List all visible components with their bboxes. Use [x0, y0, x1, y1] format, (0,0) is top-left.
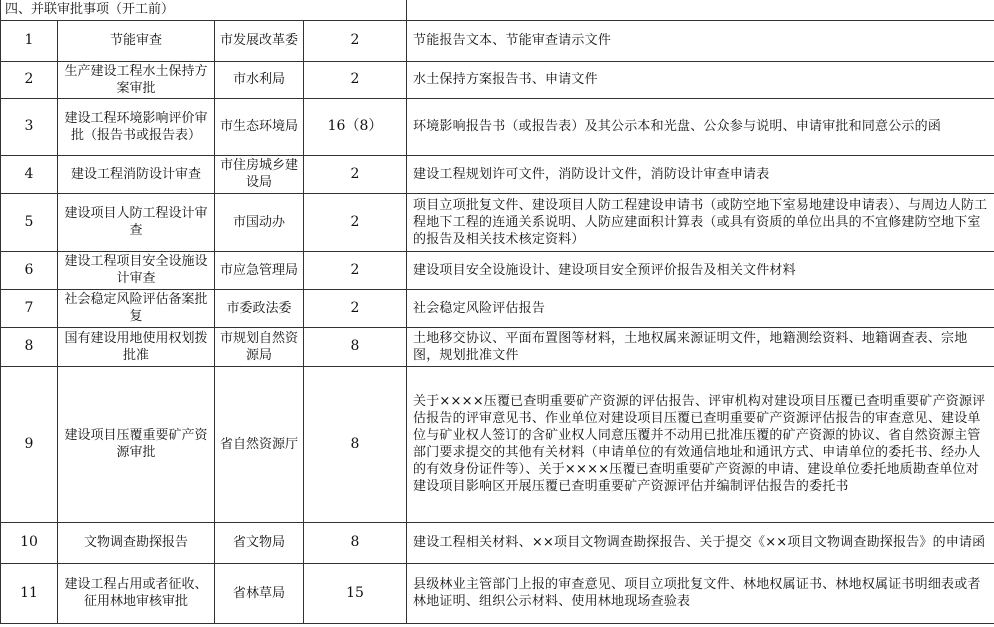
row-number: 3	[1, 98, 58, 155]
department: 市委政法委	[215, 289, 304, 327]
item-name: 建设工程占用或者征收、征用林地审核审批	[58, 563, 215, 623]
department: 省林草局	[215, 563, 304, 623]
table-row	[1, 289, 994, 327]
materials: 建设工程相关材料、××项目文物调查勘探报告、关于提交《××项目文物调查勘探报告》的申请函	[407, 522, 994, 563]
row-number: 10	[1, 522, 58, 563]
row-number: 8	[1, 327, 58, 366]
days: 2	[304, 20, 407, 61]
table-row	[1, 20, 994, 61]
materials: 节能报告文本、节能审查请示文件	[407, 20, 994, 61]
days: 2	[304, 61, 407, 98]
materials: 环境影响报告书（或报告表）及其公示本和光盘、公众参与说明、申请审批和同意公示的函	[407, 98, 994, 155]
table-row	[1, 251, 994, 289]
materials: 水土保持方案报告书、申请文件	[407, 61, 994, 98]
row-number: 6	[1, 251, 58, 289]
item-name: 生产建设工程水土保持方案审批	[58, 61, 215, 98]
department: 市应急管理局	[215, 251, 304, 289]
row-number: 5	[1, 193, 58, 251]
materials: 项目立项批复文件、建设项目人防工程建设申请书（或防空地下室易地建设申请表）、与周边人防工程地下工程的连通关系说明、人防应建面积计算表（或具有资质的单位出具的不宜修建防空地下室的报告及相关技术核定资料）	[407, 193, 994, 251]
item-name: 文物调查勘探报告	[58, 522, 215, 563]
item-name: 社会稳定风险评估备案批复	[58, 289, 215, 327]
days: 2	[304, 251, 407, 289]
department: 市发展改革委	[215, 20, 304, 61]
materials: 社会稳定风险评估报告	[407, 289, 994, 327]
item-name: 建设项目压覆重要矿产资源审批	[58, 366, 215, 522]
item-name: 建设工程环境影响评价审批（报告书或报告表）	[58, 98, 215, 155]
section-header-row	[1, 0, 994, 20]
table-row	[1, 193, 994, 251]
days: 2	[304, 289, 407, 327]
department: 市生态环境局	[215, 98, 304, 155]
item-name: 国有建设用地使用权划拨批准	[58, 327, 215, 366]
department: 市国动办	[215, 193, 304, 251]
row-number: 4	[1, 155, 58, 193]
days: 2	[304, 155, 407, 193]
row-number: 9	[1, 366, 58, 522]
department: 市规划自然资源局	[215, 327, 304, 366]
days: 16（8）	[304, 98, 407, 155]
table-row	[1, 366, 994, 522]
materials: 建设工程规划许可文件，消防设计文件，消防设计审查申请表	[407, 155, 994, 193]
row-number: 11	[1, 563, 58, 623]
item-name: 建设工程项目安全设施设计审查	[58, 251, 215, 289]
row-number: 2	[1, 61, 58, 98]
item-name: 节能审查	[58, 20, 215, 61]
materials: 土地移交协议、平面布置图等材料，土地权属来源证明文件，地籍测绘资料、地籍调查表、宗地图，规划批准文件	[407, 327, 994, 366]
department: 市水利局	[215, 61, 304, 98]
days: 8	[304, 327, 407, 366]
materials: 建设项目安全设施设计、建设项目安全预评价报告及相关文件材料	[407, 251, 994, 289]
department: 省自然资源厅	[215, 366, 304, 522]
materials: 县级林业主管部门上报的审查意见、项目立项批复文件、林地权属证书、林地权属证书明细表或者林地证明、组织公示材料、使用林地现场查验表	[407, 563, 994, 623]
table-row	[1, 98, 994, 155]
days: 8	[304, 522, 407, 563]
table-row	[1, 61, 994, 98]
department: 省文物局	[215, 522, 304, 563]
table-row	[1, 327, 994, 366]
row-number: 7	[1, 289, 58, 327]
days: 2	[304, 193, 407, 251]
table-row	[1, 155, 994, 193]
materials: 关于××××压覆已查明重要矿产资源的评估报告、评审机构对建设项目压覆已查明重要矿产资源评估报告的评审意见书、作业单位对建设项目压覆已查明重要矿产资源评估报告的审查意见、建设单位与矿业权人签订的含矿业权人同意压覆并不动用已批准压覆的矿产资源的协议、省自然资源主管部门要求提交的其他有关材料（申请单位的有效通信地址和通讯方式、申请单位的委托书、经办人的有效身份证件等）、关于××××压覆已查明重要矿产资源的申请、建设单位委托地质勘查单位对建设项目影响区开展压覆已查明重要矿产资源评估并编制评估报告的委托书	[407, 366, 994, 522]
section-title: 四、并联审批事项（开工前）	[1, 0, 407, 20]
table-row	[1, 563, 994, 623]
item-name: 建设工程消防设计审查	[58, 155, 215, 193]
days: 8	[304, 366, 407, 522]
item-name: 建设项目人防工程设计审查	[58, 193, 215, 251]
table-row	[1, 522, 994, 563]
department: 市住房城乡建设局	[215, 155, 304, 193]
row-number: 1	[1, 20, 58, 61]
days: 15	[304, 563, 407, 623]
